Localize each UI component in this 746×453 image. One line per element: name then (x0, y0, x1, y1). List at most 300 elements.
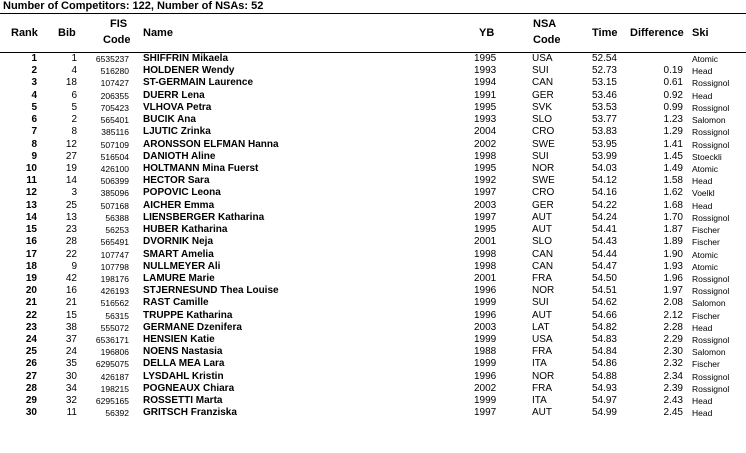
rank-cell: 30 (25, 407, 37, 419)
birth-year-cell: 1996 (474, 309, 497, 321)
fis-code-cell: 56392 (105, 408, 129, 419)
table-row (0, 297, 746, 309)
table-row (0, 310, 746, 322)
athlete-name-cell: GRITSCH Franziska (143, 407, 237, 419)
header-name: Name (143, 27, 173, 39)
fis-code-cell: 516504 (100, 151, 129, 162)
header-fis-line2: Code (103, 34, 131, 46)
nsa-code-cell: CAN (532, 248, 554, 260)
rank-cell: 23 (25, 321, 37, 333)
time-cell: 53.46 (591, 89, 617, 101)
table-row (0, 383, 746, 395)
athlete-name-cell: ST-GERMAIN Laurence (143, 77, 254, 89)
rank-cell: 9 (31, 150, 37, 162)
fis-code-cell: 385096 (100, 188, 129, 199)
athlete-name-cell: NOENS Nastasia (143, 346, 223, 358)
fis-code-cell: 107798 (100, 261, 129, 272)
bib-cell: 12 (65, 138, 77, 150)
table-row (0, 322, 746, 334)
fis-code-cell: 6295075 (95, 359, 129, 370)
header-difference: Difference (630, 27, 684, 39)
rank-cell: 28 (25, 382, 37, 394)
table-row (0, 175, 746, 187)
table-row (0, 334, 746, 346)
ski-brand-cell: Salomon (692, 298, 726, 309)
athlete-name-cell: DVORNIK Neja (143, 236, 214, 248)
fis-code-cell: 6295165 (95, 396, 129, 407)
birth-year-cell: 2004 (474, 126, 497, 138)
header-yb: YB (479, 27, 495, 39)
athlete-name-cell: HENSIEN Katie (143, 334, 215, 346)
difference-cell: 2.39 (663, 382, 683, 394)
bib-cell: 34 (65, 382, 77, 394)
birth-year-cell: 1995 (474, 101, 497, 113)
header-nsa-line1: NSA (533, 18, 557, 30)
bib-cell: 23 (65, 224, 77, 236)
athlete-name-cell: STJERNESUND Thea Louise (143, 285, 279, 297)
time-cell: 54.84 (591, 346, 617, 358)
time-cell: 54.88 (591, 370, 617, 382)
fis-code-cell: 6535237 (95, 54, 129, 64)
athlete-name-cell: GERMANE Dzenifera (143, 321, 242, 333)
time-cell: 52.73 (591, 65, 617, 77)
table-row (0, 77, 746, 89)
table-row (0, 285, 746, 297)
ski-brand-cell: Rossignol (692, 212, 730, 223)
bib-cell: 30 (65, 370, 77, 382)
ski-brand-cell: Rossignol (692, 371, 730, 382)
nsa-code-cell: ITA (532, 395, 547, 407)
birth-year-cell: 2001 (474, 236, 497, 248)
bib-cell: 24 (65, 346, 77, 358)
difference-cell: 2.45 (663, 407, 683, 419)
time-cell: 54.86 (591, 358, 617, 370)
difference-cell: 2.34 (663, 370, 683, 382)
athlete-name-cell: HUBER Katharina (143, 224, 228, 236)
fis-code-cell: 426187 (100, 371, 129, 382)
athlete-name-cell: TRUPPE Katharina (143, 309, 233, 321)
ski-brand-cell: Atomic (692, 249, 718, 260)
birth-year-cell: 1996 (474, 285, 497, 297)
ski-brand-cell: Head (692, 408, 713, 419)
athlete-name-cell: AICHER Emma (143, 199, 215, 211)
rank-cell: 16 (25, 236, 37, 248)
difference-cell: 2.12 (663, 309, 683, 321)
ski-brand-cell: Rossignol (692, 383, 730, 394)
difference-cell: 0.19 (663, 65, 683, 77)
time-cell: 54.24 (591, 211, 617, 223)
fis-code-cell: 56315 (105, 310, 129, 321)
fis-code-cell: 426100 (100, 163, 129, 174)
ski-brand-cell: Head (692, 322, 713, 333)
table-row (0, 126, 746, 138)
nsa-code-cell: AUT (532, 211, 552, 223)
rank-cell: 17 (25, 248, 37, 260)
nsa-code-cell: CRO (532, 187, 555, 199)
fis-code-cell: 426193 (100, 286, 129, 297)
ski-brand-cell: Stoeckli (692, 151, 722, 162)
competitors-summary: Number of Competitors: 122, Number of NSAs: 52 (3, 0, 264, 12)
rank-cell: 11 (26, 175, 37, 187)
fis-code-cell: 516280 (100, 66, 129, 77)
difference-cell: 2.43 (663, 395, 683, 407)
rank-cell: 20 (25, 285, 37, 297)
athlete-name-cell: LIENSBERGER Katharina (143, 211, 265, 223)
ski-brand-cell: Head (692, 200, 713, 211)
fis-code-cell: 507109 (100, 139, 129, 150)
fis-code-cell: 507168 (100, 200, 129, 211)
table-row (0, 151, 746, 163)
difference-cell: 1.68 (663, 199, 683, 211)
difference-cell: 1.97 (663, 285, 683, 297)
rank-cell: 22 (25, 309, 37, 321)
difference-cell: 2.08 (663, 297, 683, 309)
header-bib: Bib (58, 27, 76, 39)
birth-year-cell: 1997 (474, 211, 497, 223)
birth-year-cell: 1995 (474, 162, 497, 174)
table-row (0, 261, 746, 273)
table-row (0, 212, 746, 224)
time-cell: 54.66 (591, 309, 617, 321)
fis-code-cell: 385116 (101, 127, 129, 138)
time-cell: 53.99 (591, 150, 617, 162)
fis-code-cell: 107427 (100, 78, 129, 89)
fis-code-cell: 565401 (100, 115, 129, 126)
time-cell: 53.83 (591, 126, 617, 138)
time-cell: 53.95 (591, 138, 617, 150)
ski-brand-cell: Atomic (692, 163, 718, 174)
fis-code-cell: 198215 (100, 383, 129, 394)
birth-year-cell: 2002 (474, 138, 497, 150)
bib-cell: 19 (65, 162, 77, 174)
fis-code-cell: 506399 (100, 176, 129, 187)
time-cell: 54.12 (591, 175, 617, 187)
difference-cell: 1.41 (663, 138, 683, 150)
athlete-name-cell: HECTOR Sara (143, 175, 210, 187)
rank-cell: 12 (25, 187, 37, 199)
nsa-code-cell: AUT (532, 407, 552, 419)
difference-cell: 1.23 (663, 114, 683, 126)
ski-brand-cell: Rossignol (692, 273, 730, 284)
birth-year-cell: 1994 (474, 77, 497, 89)
table-row (0, 139, 746, 151)
bib-cell: 9 (71, 260, 77, 272)
rank-cell: 3 (31, 77, 37, 89)
fis-code-cell: 516562 (100, 298, 129, 309)
athlete-name-cell: ARONSSON ELFMAN Hanna (143, 138, 279, 150)
athlete-name-cell: POPOVIC Leona (143, 187, 221, 199)
bib-cell: 38 (65, 321, 77, 333)
ski-brand-cell: Rossignol (692, 335, 730, 346)
bib-cell: 14 (65, 175, 77, 187)
ski-brand-cell: Fischer (692, 359, 720, 370)
difference-cell: 1.58 (663, 175, 683, 187)
ski-brand-cell: Head (692, 90, 713, 101)
difference-cell: 2.30 (663, 346, 683, 358)
athlete-name-cell: HOLDENER Wendy (143, 65, 235, 77)
nsa-code-cell: NOR (532, 370, 555, 382)
fis-code-cell: 705423 (100, 102, 129, 113)
rank-cell: 2 (31, 65, 37, 77)
bib-cell: 21 (65, 297, 77, 309)
table-row (0, 407, 746, 419)
time-cell: 54.93 (591, 382, 617, 394)
nsa-code-cell: NOR (532, 162, 555, 174)
nsa-code-cell: SLO (532, 236, 553, 248)
table-row (0, 53, 746, 65)
rank-cell: 6 (31, 114, 37, 126)
difference-cell: 1.29 (663, 126, 683, 138)
difference-cell: 1.96 (663, 272, 683, 284)
table-row (0, 90, 746, 102)
bib-cell: 4 (71, 65, 77, 77)
table-row (0, 358, 746, 370)
table-header (0, 13, 746, 53)
athlete-name-cell: SMART Amelia (143, 248, 214, 260)
rank-cell: 7 (31, 126, 37, 138)
rank-cell: 4 (31, 89, 37, 101)
table-row (0, 249, 746, 261)
nsa-code-cell: SUI (532, 297, 549, 309)
athlete-name-cell: POGNEAUX Chiara (143, 382, 235, 394)
time-cell: 54.16 (591, 187, 617, 199)
nsa-code-cell: SLO (532, 114, 553, 126)
nsa-code-cell: USA (532, 334, 553, 346)
rank-cell: 25 (25, 346, 37, 358)
time-cell: 53.53 (591, 101, 617, 113)
birth-year-cell: 1997 (474, 187, 497, 199)
ski-brand-cell: Salomon (692, 347, 726, 358)
bib-cell: 8 (71, 126, 77, 138)
time-cell: 54.41 (591, 224, 617, 236)
ski-brand-cell: Rossignol (692, 78, 730, 89)
nsa-code-cell: CRO (532, 126, 555, 138)
results-table (0, 53, 746, 420)
ski-brand-cell: Head (692, 176, 713, 187)
birth-year-cell: 1988 (474, 346, 497, 358)
nsa-code-cell: GER (532, 89, 554, 101)
table-row (0, 371, 746, 383)
fis-code-cell: 565491 (100, 237, 129, 248)
table-row (0, 273, 746, 285)
athlete-name-cell: RAST Camille (143, 297, 209, 309)
athlete-name-cell: BUCIK Ana (143, 114, 196, 126)
table-row (0, 187, 746, 199)
fis-code-cell: 555072 (100, 322, 129, 333)
birth-year-cell: 2001 (474, 272, 497, 284)
nsa-code-cell: AUT (532, 309, 552, 321)
bib-cell: 15 (65, 309, 77, 321)
time-cell: 54.22 (591, 199, 617, 211)
athlete-name-cell: LJUTIC Zrinka (143, 126, 211, 138)
fis-code-cell: 6536171 (95, 335, 129, 346)
birth-year-cell: 1996 (474, 370, 497, 382)
difference-cell: 0.92 (663, 89, 683, 101)
header-ski: Ski (692, 27, 709, 39)
table-row (0, 200, 746, 212)
bib-cell: 37 (65, 334, 77, 346)
rank-cell: 19 (25, 272, 37, 284)
bib-cell: 32 (65, 395, 77, 407)
rank-cell: 24 (25, 334, 37, 346)
difference-cell: 2.32 (663, 358, 683, 370)
athlete-name-cell: DANIOTH Aline (143, 150, 216, 162)
athlete-name-cell: LYSDAHL Kristin (143, 370, 224, 382)
athlete-name-cell: ROSSETTI Marta (143, 395, 223, 407)
time-cell: 54.62 (591, 297, 617, 309)
athlete-name-cell: SHIFFRIN Mikaela (143, 53, 229, 64)
time-cell: 54.51 (591, 285, 617, 297)
athlete-name-cell: LAMURE Marie (143, 272, 215, 284)
difference-cell: 1.89 (663, 236, 683, 248)
difference-cell: 2.29 (663, 334, 683, 346)
difference-cell: 1.49 (663, 162, 683, 174)
time-cell: 54.82 (591, 321, 617, 333)
header-time: Time (592, 27, 618, 39)
time-cell: 54.03 (591, 162, 617, 174)
nsa-code-cell: AUT (532, 224, 552, 236)
nsa-code-cell: SWE (532, 175, 555, 187)
birth-year-cell: 2003 (474, 199, 497, 211)
time-cell: 54.44 (591, 248, 617, 260)
ski-brand-cell: Fischer (692, 310, 720, 321)
rank-cell: 21 (25, 297, 37, 309)
athlete-name-cell: HOLTMANN Mina Fuerst (143, 162, 259, 174)
rank-cell: 15 (25, 224, 37, 236)
ski-brand-cell: Rossignol (692, 139, 730, 150)
birth-year-cell: 1999 (474, 358, 497, 370)
ski-brand-cell: Rossignol (692, 102, 730, 113)
ski-brand-cell: Rossignol (692, 127, 730, 138)
bib-cell: 42 (65, 272, 77, 284)
bib-cell: 3 (71, 187, 77, 199)
bib-cell: 18 (65, 77, 77, 89)
ski-brand-cell: Salomon (692, 115, 726, 126)
bib-cell: 6 (71, 89, 77, 101)
table-row (0, 65, 746, 77)
nsa-code-cell: FRA (532, 346, 552, 358)
table-row (0, 224, 746, 236)
fis-code-cell: 56253 (105, 225, 129, 236)
time-cell: 54.47 (591, 260, 617, 272)
birth-year-cell: 1997 (474, 407, 497, 419)
rank-cell: 10 (25, 162, 37, 174)
difference-cell: 2.28 (663, 321, 683, 333)
birth-year-cell: 1999 (474, 395, 497, 407)
fis-code-cell: 196806 (100, 347, 129, 358)
athlete-name-cell: NULLMEYER Ali (143, 260, 221, 272)
rank-cell: 27 (25, 370, 37, 382)
difference-cell: 1.93 (663, 260, 683, 272)
table-row (0, 236, 746, 248)
nsa-code-cell: SVK (532, 101, 553, 113)
nsa-code-cell: SWE (532, 138, 555, 150)
birth-year-cell: 1999 (474, 334, 497, 346)
rank-cell: 14 (25, 211, 37, 223)
time-cell: 53.77 (591, 114, 617, 126)
nsa-code-cell: ITA (532, 358, 547, 370)
bib-cell: 5 (71, 101, 77, 113)
time-cell: 53.15 (591, 77, 617, 89)
time-cell: 54.43 (591, 236, 617, 248)
birth-year-cell: 1991 (474, 89, 497, 101)
nsa-code-cell: CAN (532, 260, 554, 272)
rank-cell: 18 (25, 260, 37, 272)
fis-code-cell: 56388 (105, 212, 129, 223)
bib-cell: 27 (65, 150, 77, 162)
ski-brand-cell: Voelkl (692, 188, 715, 199)
rank-cell: 29 (25, 395, 37, 407)
ski-brand-cell: Fischer (692, 225, 720, 236)
ski-brand-cell: Head (692, 66, 713, 77)
fis-code-cell: 206355 (100, 90, 129, 101)
nsa-code-cell: SUI (532, 150, 549, 162)
table-row (0, 395, 746, 407)
table-row (0, 114, 746, 126)
birth-year-cell: 1999 (474, 297, 497, 309)
birth-year-cell: 1998 (474, 260, 497, 272)
header-rank: Rank (11, 27, 38, 39)
difference-cell: 0.99 (663, 101, 683, 113)
difference-cell: 1.90 (663, 248, 683, 260)
bib-cell: 25 (65, 199, 77, 211)
bib-cell: 22 (65, 248, 77, 260)
time-cell: 54.97 (591, 395, 617, 407)
header-nsa-line2: Code (533, 34, 561, 46)
nsa-code-cell: GER (532, 199, 554, 211)
birth-year-cell: 2003 (474, 321, 497, 333)
nsa-code-cell: FRA (532, 272, 552, 284)
birth-year-cell: 1995 (474, 224, 497, 236)
ski-brand-cell: Head (692, 396, 713, 407)
athlete-name-cell: DELLA MEA Lara (143, 358, 225, 370)
difference-cell: 1.62 (663, 187, 683, 199)
ski-brand-cell: Atomic (692, 261, 718, 272)
difference-cell: 1.45 (663, 150, 683, 162)
rank-cell: 1 (31, 53, 37, 64)
birth-year-cell: 2002 (474, 382, 497, 394)
ski-brand-cell: Fischer (692, 237, 720, 248)
nsa-code-cell: SUI (532, 65, 549, 77)
bib-cell: 16 (65, 285, 77, 297)
bib-cell: 13 (65, 211, 77, 223)
header-fis-line1: FIS (110, 18, 128, 30)
rank-cell: 8 (31, 138, 37, 150)
difference-cell: 1.70 (663, 211, 683, 223)
time-cell: 52.54 (591, 53, 617, 64)
difference-cell: 0.61 (663, 77, 683, 89)
difference-cell: 1.87 (663, 224, 683, 236)
table-row (0, 163, 746, 175)
table-row (0, 102, 746, 114)
ski-brand-cell: Rossignol (692, 286, 730, 297)
rank-cell: 26 (25, 358, 37, 370)
nsa-code-cell: NOR (532, 285, 555, 297)
bib-cell: 28 (65, 236, 77, 248)
nsa-code-cell: LAT (532, 321, 550, 333)
athlete-name-cell: VLHOVA Petra (143, 101, 212, 113)
bib-cell: 2 (71, 114, 77, 126)
bib-cell: 11 (66, 407, 77, 419)
fis-code-cell: 198176 (100, 273, 129, 284)
athlete-name-cell: DUERR Lena (143, 89, 205, 101)
rank-cell: 13 (25, 199, 37, 211)
birth-year-cell: 1998 (474, 248, 497, 260)
bib-cell: 1 (71, 53, 77, 64)
birth-year-cell: 1993 (474, 114, 497, 126)
nsa-code-cell: USA (532, 53, 553, 64)
time-cell: 54.50 (591, 272, 617, 284)
